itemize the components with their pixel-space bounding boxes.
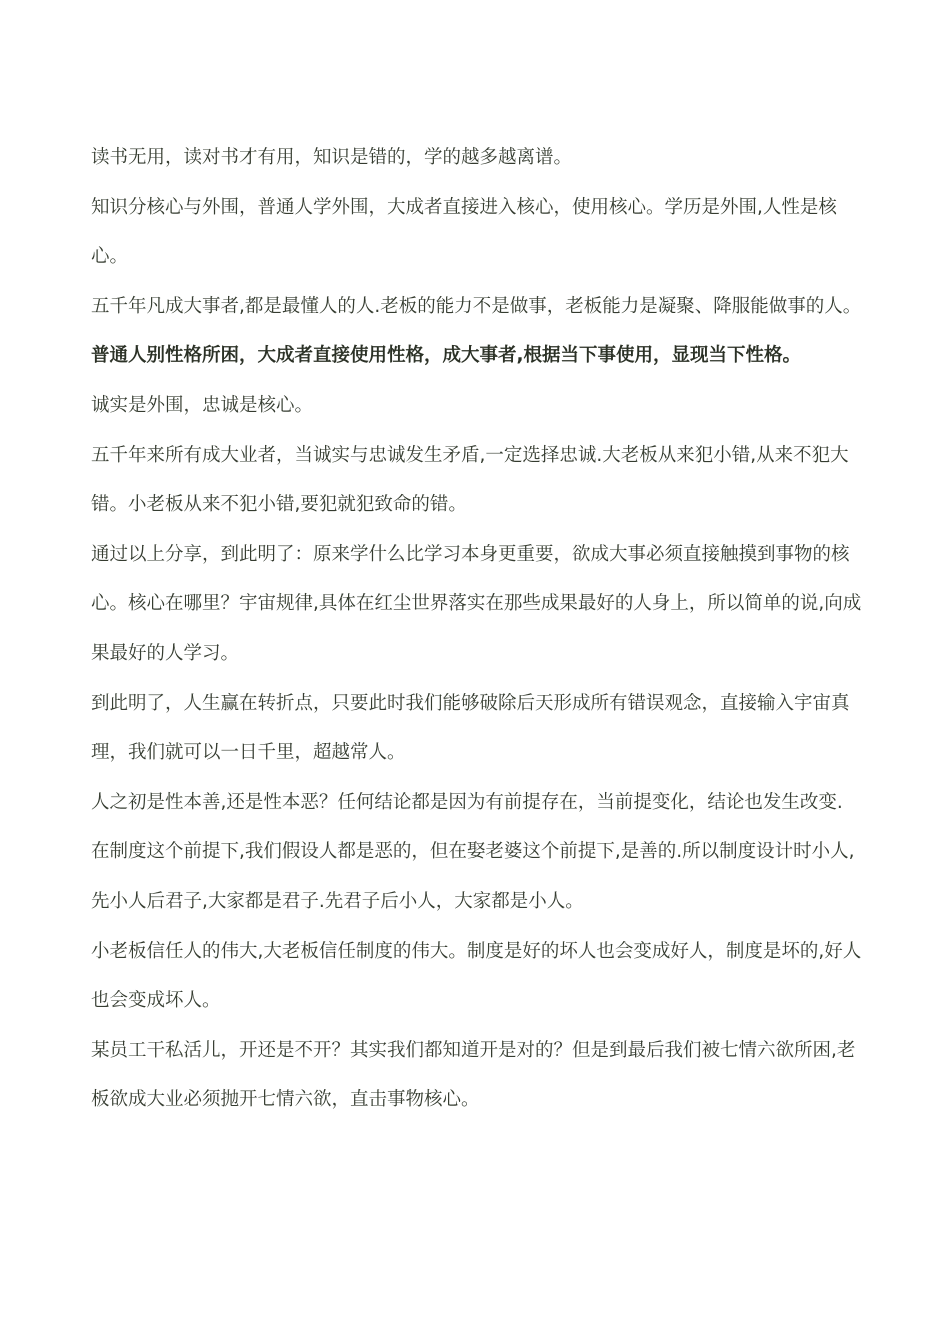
paragraph: 在制度这个前提下,我们假设人都是恶的，但在娶老婆这个前提下,是善的.所以制度设计时小人,先小人后君子,大家都是君子.先君子后小人，大家都是小人。 xyxy=(91,841,855,912)
paragraph: 诚实是外围，忠诚是核心。 xyxy=(91,394,314,416)
paragraph: 知识分核心与外围，普通人学外围，大成者直接进入核心，使用核心。学历是外围,人性是核心。 xyxy=(91,196,837,268)
paragraph: 五千年凡成大事者,都是最懂人的人.老板的能力不是做事，老板能力是凝聚、降服能做事的人。 xyxy=(91,295,862,317)
paragraph: 小老板信任人的伟大,大老板信任制度的伟大。制度是好的坏人也会变成好人，制度是坏的,好人也会变成坏人。 xyxy=(91,940,862,1012)
paragraph: 五千年来所有成大业者，当诚实与忠诚发生矛盾,一定选择忠诚.大老板从来犯小错,从来不犯大错。小老板从来不犯小错,要犯就犯致命的错。 xyxy=(91,444,849,516)
paragraph: 读书无用，读对书才有用，知识是错的，学的越多越离谱。 xyxy=(91,147,573,168)
paragraph: 到此明了，人生赢在转折点，只要此时我们能够破除后天形成所有错误观念，直接输入宇宙真理，我们就可以一日千里，超越常人。 xyxy=(91,692,850,764)
bold-paragraph: 普通人别性格所困，大成者直接使用性格，成大事者,根据当下事使用，显现当下性格。 xyxy=(91,345,802,367)
document-body xyxy=(91,133,866,1125)
paragraph: 通过以上分享，到此明了：原来学什么比学习本身更重要，欲成大事必须直接触摸到事物的核心。核心在哪里？宇宙规律,具体在红尘世界落实在那些成果最好的人身上，所以简单的说,向成果最好的人学习。 xyxy=(91,543,862,664)
paragraph: 某员工干私活儿，开还是不开？其实我们都知道开是对的？但是到最后我们被七情六欲所困,老板欲成大业必须抛开七情六欲，直击事物核心。 xyxy=(91,1039,856,1111)
paragraph: 人之初是性本善,还是性本恶？任何结论都是因为有前提存在，当前提变化，结论也发生改变. xyxy=(91,791,843,813)
